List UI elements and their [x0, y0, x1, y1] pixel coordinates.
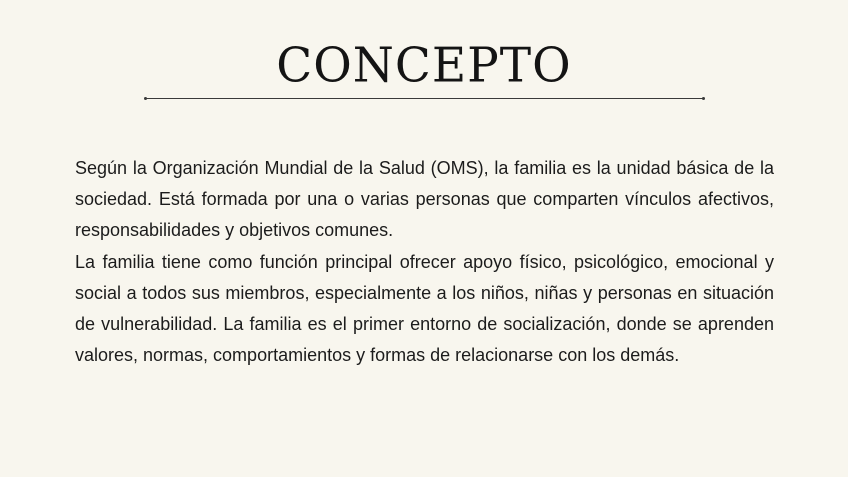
paragraph-function: La familia tiene como función principal ofrecer apoyo físico, psicológico, emocional y social a todos sus miembros, especialmente a los niños, niñas y personas en situación de vulnerabilidad. La familia es el primer entorno de socialización, donde se aprenden valores, normas, comportamientos y formas de relacionarse con los demás. [75, 251, 774, 366]
paragraph-definition: Según la Organización Mundial de la Salud (OMS), la familia es la unidad básica de la sociedad. Está formada por una o varias personas que comparten vínculos afectivos, responsabilidades y objetivos comunes. [75, 158, 774, 241]
title-divider [145, 98, 704, 99]
slide-title: CONCEPTO [276, 37, 572, 94]
slide-body [75, 153, 774, 371]
